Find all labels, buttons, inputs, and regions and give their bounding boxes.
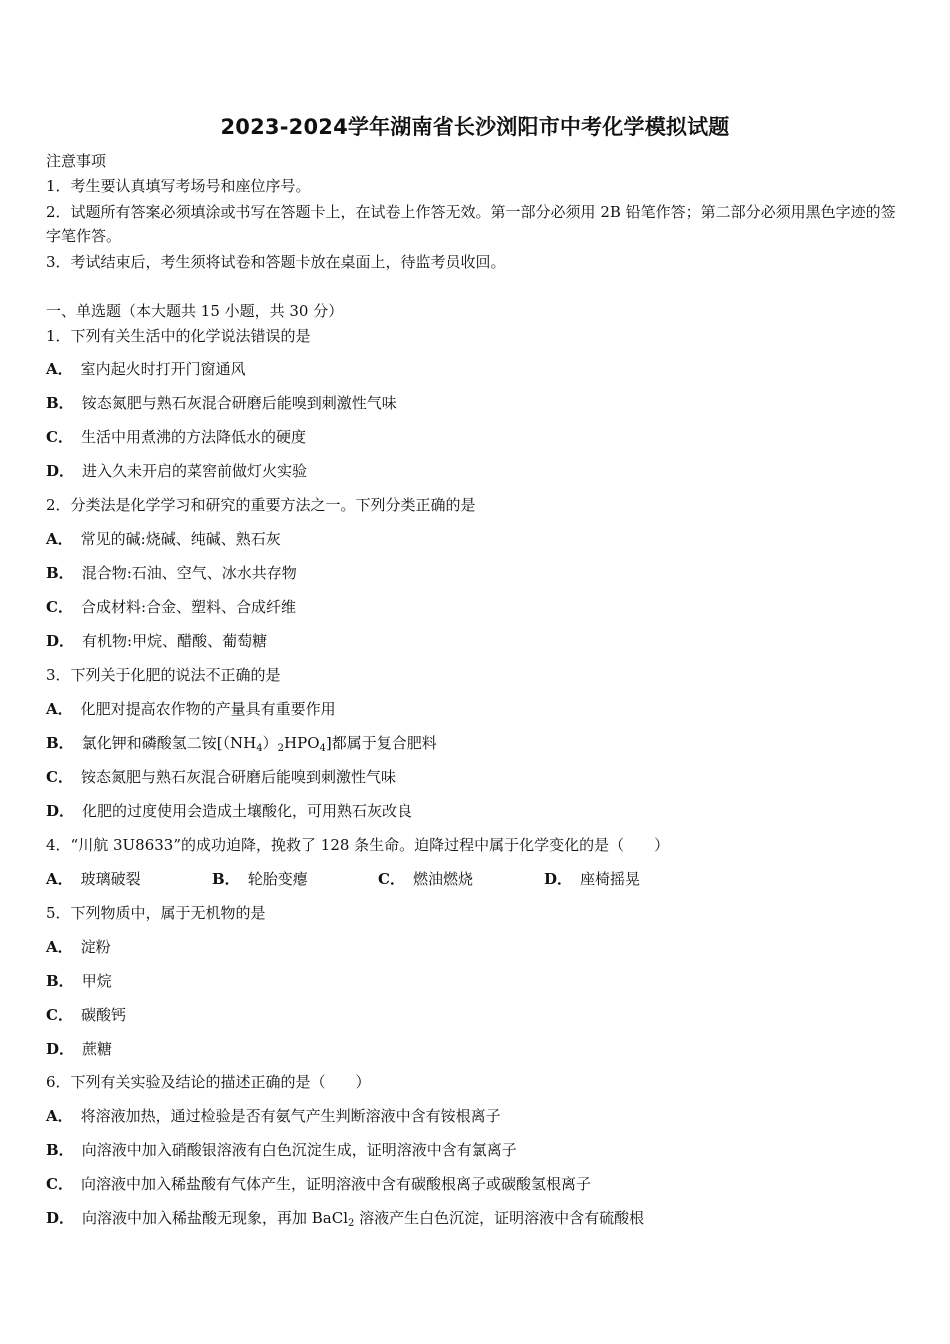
option-letter: A．	[46, 530, 73, 548]
subscript: 2	[277, 743, 285, 754]
question-6-option-c	[46, 1173, 591, 1195]
option-text: 溶液产生白色沉淀，证明溶液中含有硫酸根	[354, 1209, 645, 1227]
option-letter: C．	[46, 1175, 73, 1193]
option-letter: D．	[46, 1209, 75, 1227]
question-1-option-c	[46, 426, 306, 448]
option-text: 玻璃破裂	[80, 870, 141, 888]
question-3-option-a	[46, 698, 336, 720]
question-5-option-d	[46, 1038, 112, 1060]
option-letter: C．	[378, 870, 405, 888]
question-2-option-b	[46, 562, 297, 584]
question-4-option-a	[46, 868, 212, 890]
option-text: 蔗糖	[82, 1040, 113, 1058]
option-text: 生活中用煮沸的方法降低水的硬度	[80, 428, 306, 446]
subscript: 4	[256, 743, 263, 754]
option-text: 座椅摇晃	[580, 870, 641, 888]
option-text: 将溶液加热，通过检验是否有氨气产生判断溶液中含有铵根离子	[80, 1107, 501, 1125]
option-letter: C．	[46, 598, 73, 616]
option-text: 向溶液中加入稀盐酸有气体产生，证明溶液中含有碳酸根离子或碳酸氢根离子	[80, 1175, 591, 1193]
option-text: 化肥的过度使用会造成土壤酸化，可用熟石灰改良	[82, 802, 413, 820]
question-4-option-b	[212, 868, 378, 890]
option-text: 室内起火时打开门窗通风	[80, 360, 246, 378]
option-letter: A．	[46, 870, 73, 888]
question-1-option-a	[46, 358, 246, 380]
option-text: 合成材料:合金、塑料、合成纤维	[80, 598, 297, 616]
option-text: 碳酸钙	[80, 1006, 126, 1024]
option-text: 化肥对提高农作物的产量具有重要作用	[80, 700, 336, 718]
option-text: 淀粉	[80, 938, 111, 956]
option-text: HPO	[284, 734, 320, 752]
option-text: 有机物:甲烷、醋酸、葡萄糖	[82, 632, 268, 650]
option-letter: B．	[46, 734, 74, 752]
option-text: 燃油燃烧	[412, 870, 473, 888]
option-text: ）	[262, 734, 278, 752]
option-letter: D．	[46, 802, 75, 820]
question-6-option-a	[46, 1105, 501, 1127]
question-4-option-d	[544, 868, 710, 890]
option-text: 常见的碱:烧碱、纯碱、熟石灰	[80, 530, 281, 548]
option-letter: B．	[212, 870, 240, 888]
option-text: ]都属于复合肥料	[325, 734, 437, 752]
option-letter: D．	[46, 462, 75, 480]
question-6-option-d	[46, 1207, 644, 1229]
option-text: 氯化钾和磷酸氢二铵[（NH	[81, 734, 257, 752]
question-3-option-c	[46, 766, 396, 788]
question-5-stem: 5．下列物质中，属于无机物的是	[46, 904, 266, 922]
option-letter: B．	[46, 394, 74, 412]
question-2-option-c	[46, 596, 296, 618]
question-2-stem: 2．分类法是化学学习和研究的重要方法之一。下列分类正确的是	[46, 496, 476, 514]
notice-item-3: 3．考试结束后，考生须将试卷和答题卡放在桌面上，待监考员收回。	[46, 253, 506, 271]
option-letter: C．	[46, 428, 73, 446]
option-text: 进入久未开启的菜窖前做灯火实验	[82, 462, 308, 480]
question-1-stem: 1．下列有关生活中的化学说法错误的是	[46, 327, 311, 345]
question-4-stem: 4．“川航 3U8633”的成功迫降，挽救了 128 条生命。迫降过程中属于化学变化的是（ ）	[46, 836, 670, 854]
option-text: 轮胎变瘪	[247, 870, 308, 888]
question-6-option-b	[46, 1139, 517, 1161]
option-letter: C．	[46, 1006, 73, 1024]
option-letter: A．	[46, 1107, 73, 1125]
subscript: 2	[348, 1218, 355, 1229]
page-title: 2023-2024学年湖南省长沙浏阳市中考化学模拟试题	[220, 115, 730, 139]
option-letter: D．	[544, 870, 573, 888]
option-text: 甲烷	[81, 972, 112, 990]
question-5-option-c	[46, 1004, 126, 1026]
option-text: 混合物:石油、空气、冰水共存物	[81, 564, 297, 582]
option-letter: B．	[46, 1141, 74, 1159]
option-text: 铵态氮肥与熟石灰混合研磨后能嗅到刺激性气味	[80, 768, 396, 786]
question-4-options	[46, 868, 710, 890]
option-letter: B．	[46, 972, 74, 990]
notice-item-1: 1．考生要认真填写考场号和座位序号。	[46, 177, 311, 195]
option-letter: B．	[46, 564, 74, 582]
option-letter: D．	[46, 1040, 75, 1058]
question-2-option-d	[46, 630, 267, 652]
question-1-option-d	[46, 460, 307, 482]
option-text: 铵态氮肥与熟石灰混合研磨后能嗅到刺激性气味	[81, 394, 397, 412]
question-6-stem: 6．下列有关实验及结论的描述正确的是（ ）	[46, 1073, 371, 1091]
question-4-option-c	[378, 868, 544, 890]
option-letter: A．	[46, 700, 73, 718]
option-text: 向溶液中加入硝酸银溶液有白色沉淀生成，证明溶液中含有氯离子	[81, 1141, 517, 1159]
question-3-stem: 3．下列关于化肥的说法不正确的是	[46, 666, 281, 684]
question-5-option-b	[46, 970, 112, 992]
question-3-option-b	[46, 732, 437, 754]
option-letter: D．	[46, 632, 75, 650]
option-letter: A．	[46, 360, 73, 378]
question-1-option-b	[46, 392, 397, 414]
option-letter: C．	[46, 768, 73, 786]
section-heading: 一、单选题（本大题共 15 小题，共 30 分）	[46, 302, 344, 320]
question-5-option-a	[46, 936, 111, 958]
option-text: 向溶液中加入稀盐酸无现象，再加 BaCl	[82, 1209, 349, 1227]
option-letter: A．	[46, 938, 73, 956]
notice-item-2: 2．试题所有答案必须填涂或书写在答题卡上，在试卷上作答无效。第一部分必须用 2B 铅笔作答；第二部分必须用黑色字迹的签字笔作答。	[46, 203, 896, 245]
question-2-option-a	[46, 528, 281, 550]
question-3-option-d	[46, 800, 412, 822]
notice-heading: 注意事项	[46, 152, 107, 170]
subscript: 4	[319, 743, 326, 754]
